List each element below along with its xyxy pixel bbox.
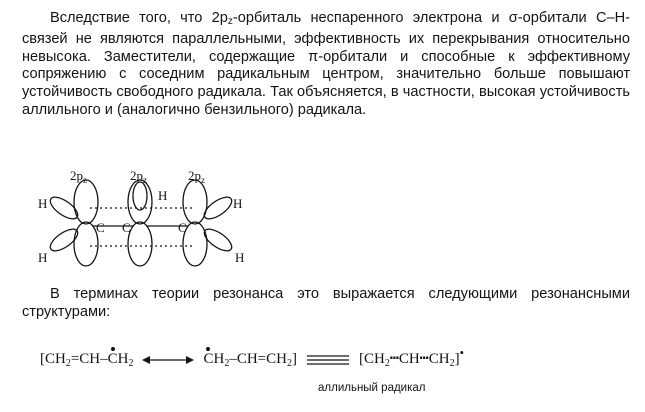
ch-sigma-orbital-left-top — [47, 193, 81, 223]
resonance-arrow — [141, 354, 195, 366]
ch-sigma-orbital-middle — [133, 182, 147, 210]
carbon-label-2: C — [122, 220, 131, 235]
orbital-label-1: $2p_z$ — [70, 168, 87, 185]
carbon-label-1: C — [96, 220, 105, 235]
p-orbital-lobe-3-top — [183, 180, 207, 224]
equivalence-sign — [305, 354, 351, 366]
p-orbital-lobe-1-bottom — [74, 222, 98, 266]
orbital-label-2: $2p_z$ — [130, 168, 147, 185]
ch-sigma-orbital-left-bottom — [47, 225, 81, 255]
hydrogen-label-3: H — [158, 188, 168, 203]
hydrogen-label-2: H — [38, 250, 48, 265]
resonance-equation: [$CH_2=CH-CH_2$ $CH_2-CH=CH_2$] $[CH_2┅CH┅CH_2]^•$ — [40, 346, 464, 369]
radical-center-1: CH — [107, 351, 129, 367]
caption-allyl-radical: аллильный радикал — [318, 382, 426, 394]
allyl-orbital-diagram — [30, 168, 280, 273]
orbital-label-3: $2p_z$ — [188, 168, 205, 185]
radical-center-2: CH — [203, 351, 225, 367]
carbon-label-3: C — [178, 220, 187, 235]
hydrogen-label-4: H — [233, 196, 243, 211]
radical-dot: • — [459, 346, 464, 360]
p-orbital-lobe-2-top — [128, 180, 152, 224]
hydrogen-label-5: H — [235, 250, 245, 265]
paragraph-radical-stability: Вследствие того, что $2p_z$-орбиталь неспаренного электрона и σ-орбитали C–H-связей не являются параллельными, эффективность их перекрывания относительно невысока. Заместители, содержащие π-орбитали и способные к эффективному сопряжению с соседним радикальным центром, значительно больше повышают устойчивость свободного радикала. Так объясняется, в частности, высокая устойчивость аллильного и (аналогично бензильного) радикала. — [22, 10, 630, 118]
paragraph-resonance: В терминах теории резонанса это выражается следующими резонансными структурами: — [22, 286, 630, 320]
p-orbital-lobe-2-bottom — [128, 222, 152, 266]
hydrogen-label-1: H — [38, 196, 48, 211]
